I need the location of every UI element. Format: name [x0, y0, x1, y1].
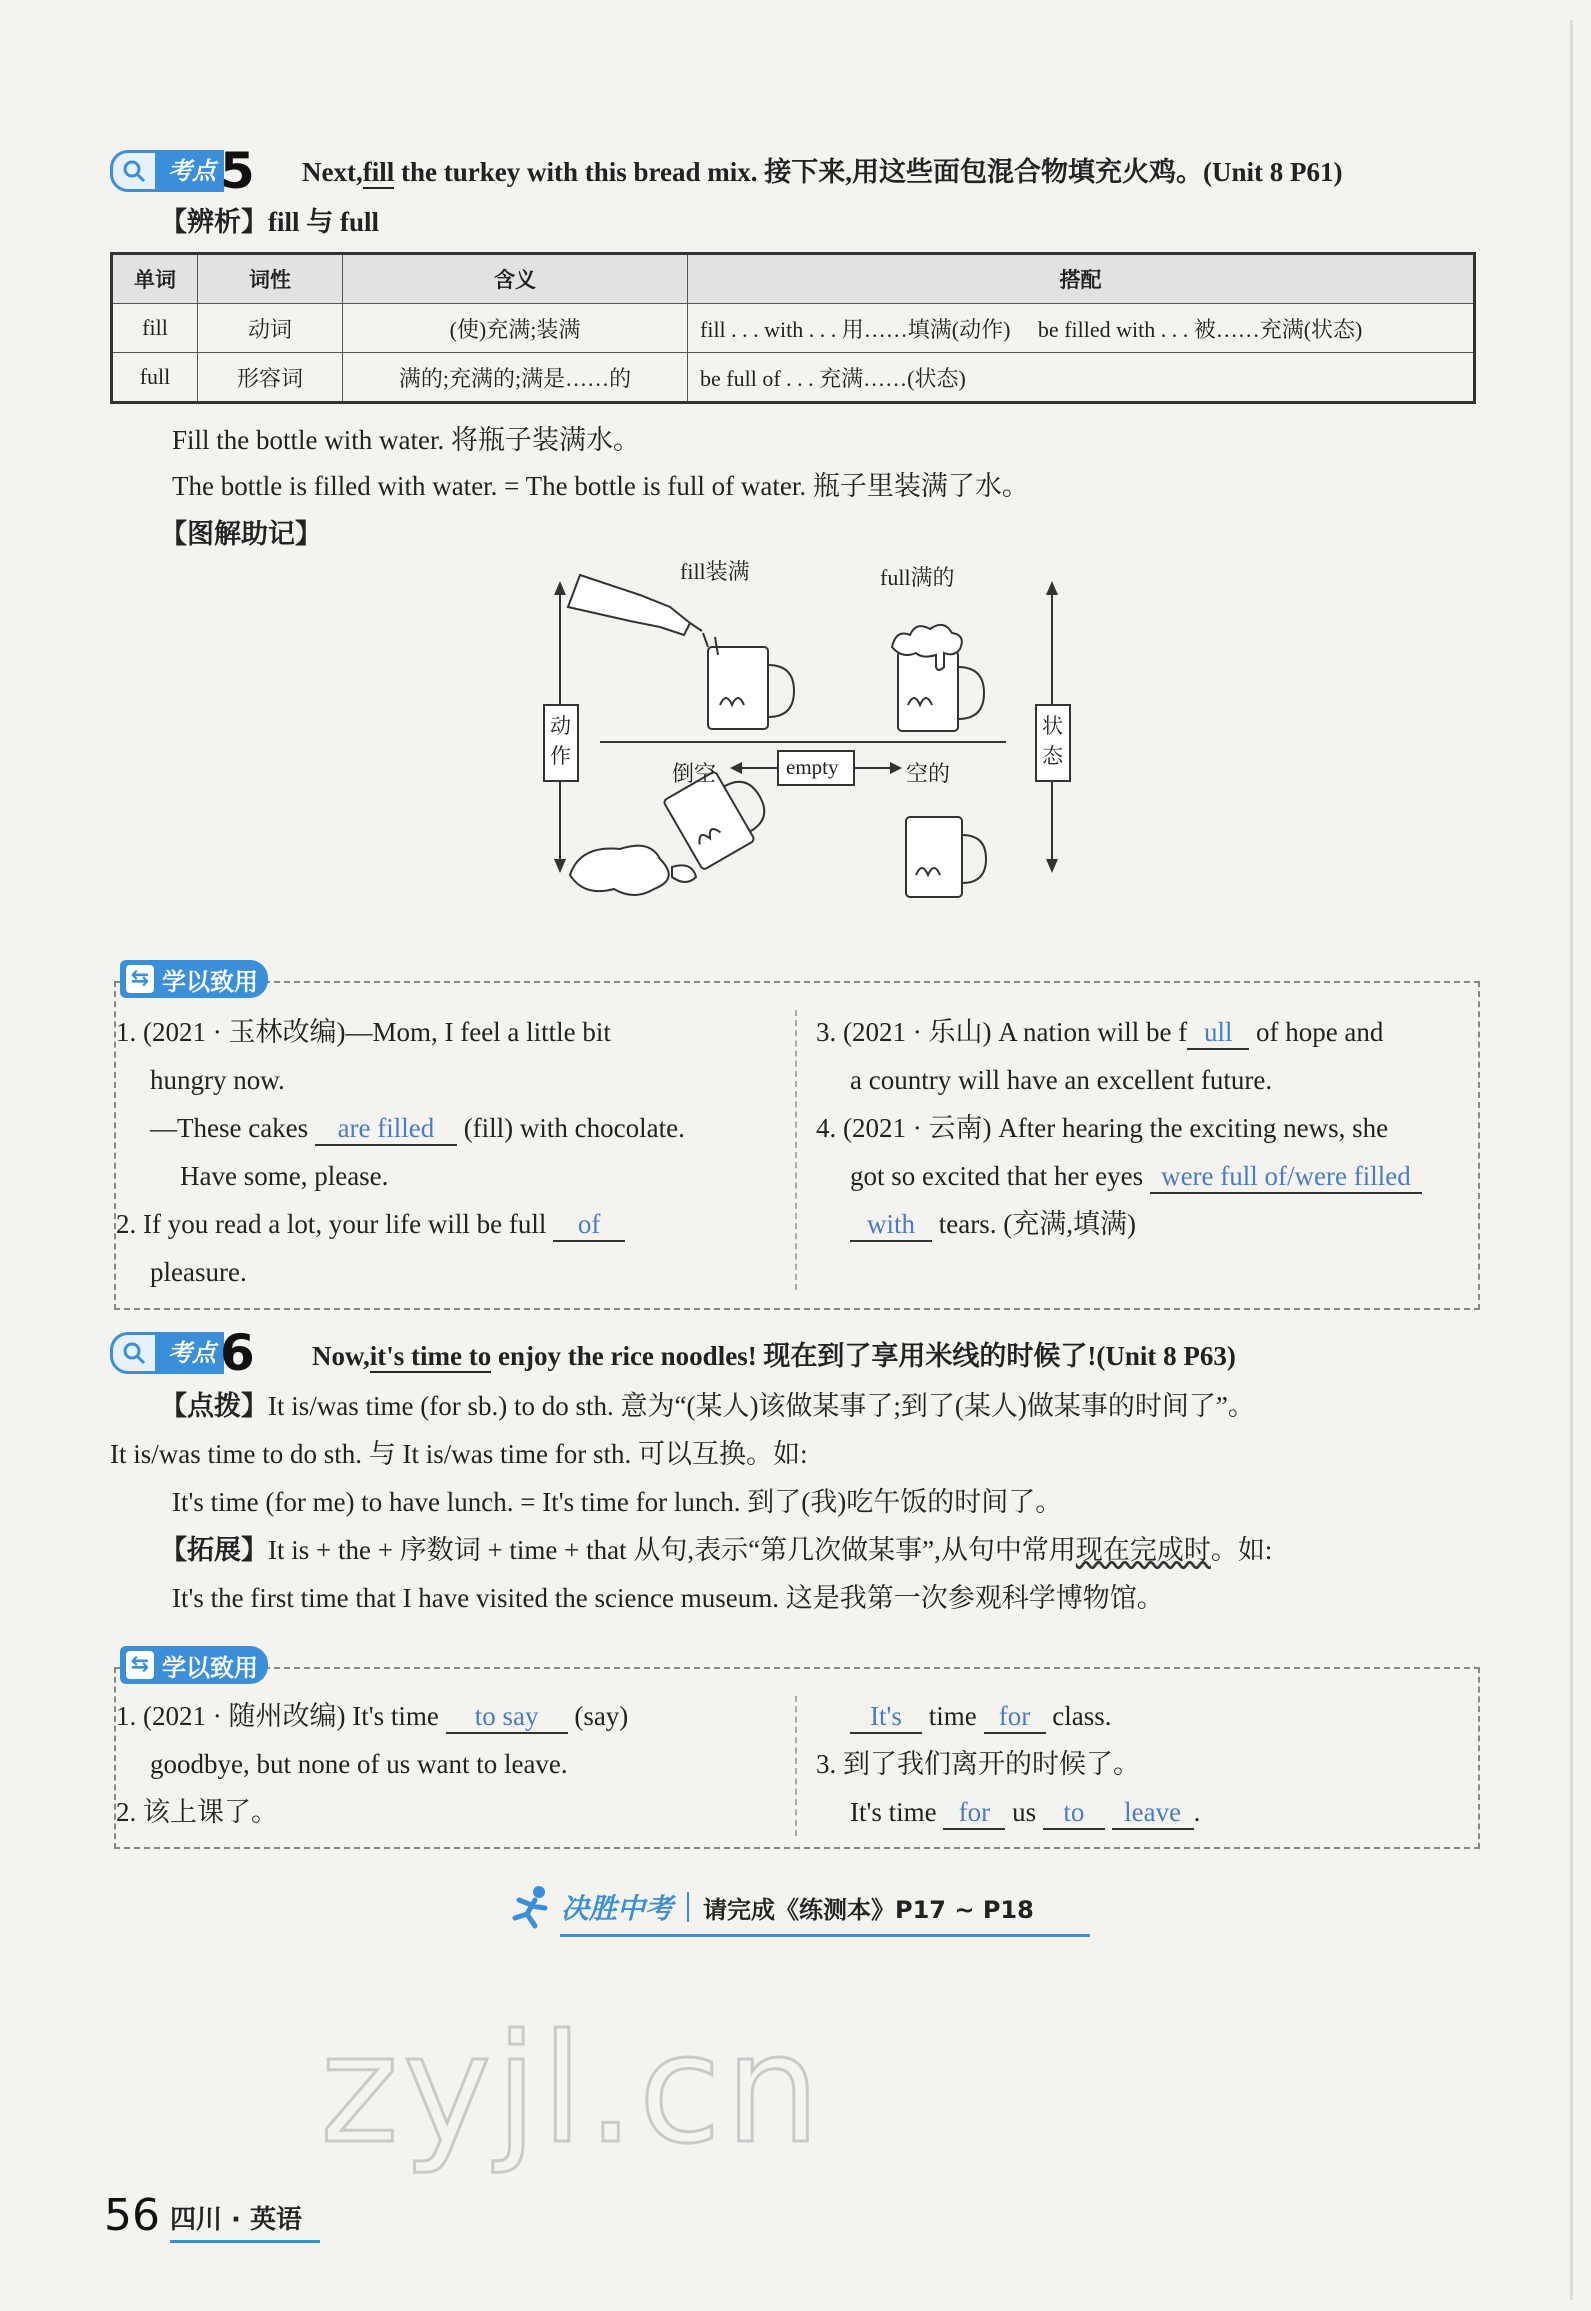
- answer-blank[interactable]: for: [943, 1796, 1005, 1830]
- diagram-pour-empty-label: 倒空: [672, 761, 717, 786]
- answer-blank[interactable]: are filled: [315, 1112, 457, 1146]
- question-4-cont: with tears. (充满,填满): [850, 1204, 1136, 1244]
- diagram-empty-label: empty: [786, 755, 839, 779]
- page-number: 56: [104, 2190, 160, 2241]
- question-1-answer-line: —These cakes are filled (fill) with chocolate.: [150, 1108, 685, 1148]
- question-1-cont: Have some, please.: [180, 1161, 389, 1191]
- kaodian-number: 6: [220, 1324, 255, 1382]
- answer-blank[interactable]: of: [553, 1208, 625, 1242]
- question-1: 1. (2021 · 玉林改编)—Mom, I feel a little bit: [116, 1017, 611, 1047]
- question-2-cont: pleasure.: [150, 1257, 247, 1287]
- fill-full-table: [110, 252, 1476, 404]
- magnifier-icon: [110, 1332, 158, 1374]
- mug-icon: [703, 633, 794, 729]
- question-1: 1. (2021 · 随州改编) It's time to say (say): [116, 1696, 628, 1736]
- page-footer: [104, 2192, 302, 2240]
- practice-badge-2: ⇆ 学以致用: [120, 1646, 268, 1684]
- question-3-cont: a country will have an excellent future.: [850, 1065, 1273, 1095]
- question-4: 4. (2021 · 云南) After hearing the exciting news, she: [816, 1113, 1389, 1143]
- page-region: 四川 · 英语: [170, 2205, 302, 2235]
- kaodian-label: 考点: [158, 150, 224, 192]
- kaodian-number: 5: [220, 142, 255, 200]
- question-3: 3. (2021 · 乐山) A nation will be f ull of hope and: [816, 1012, 1383, 1052]
- tip-example: It's time (for me) to have lunch. = It's time for lunch. 到了(我)吃午饭的时间了。: [172, 1487, 1063, 1517]
- tip-line: It is/was time to do sth. 与 It is/was time for sth. 可以互换。如:: [110, 1439, 808, 1469]
- divider: [687, 1892, 689, 1922]
- footer-instruction: 请完成《练测本》P17 ~ P18: [703, 1895, 1034, 1924]
- extension-example: It's the first time that I have visited the science museum. 这是我第一次参观科学博物馆。: [172, 1583, 1164, 1613]
- kaodian-5-title: Next,fill the turkey with this bread mix. 接下来,用这些面包混合物填充火鸡。(Unit 8 P61): [302, 157, 1343, 187]
- swap-icon: ⇆: [126, 965, 154, 993]
- kaodian-label: 考点: [158, 1332, 224, 1374]
- answer-blank[interactable]: to: [1043, 1796, 1105, 1830]
- answer-blank[interactable]: ull: [1187, 1016, 1249, 1050]
- question-2: 2. If you read a lot, your life will be full of: [116, 1204, 625, 1244]
- answer-blank[interactable]: with: [850, 1208, 932, 1242]
- extension-line: 【拓展】It is + the + 序数词 + time + that 从句,表示“第几次做某事”,从句中常用现在完成时。如:: [160, 1535, 1273, 1565]
- diagram-fill-label: fill装满: [680, 559, 750, 584]
- diagram-full-label: full满的: [880, 565, 955, 590]
- footer-banner: [505, 1884, 1034, 1930]
- question-1-cont: goodbye, but none of us want to leave.: [150, 1749, 568, 1779]
- answer-blank[interactable]: for: [984, 1700, 1046, 1734]
- diagram-svg: [540, 555, 1080, 935]
- question-2: 2. 该上课了。: [116, 1797, 278, 1827]
- example-sentence: The bottle is filled with water. = The bottle is full of water. 瓶子里装满了水。: [172, 471, 1029, 501]
- question-3: 3. 到了我们离开的时候了。: [816, 1749, 1140, 1779]
- diagram-empty-adj-label: 空的: [906, 761, 951, 786]
- column-divider: [795, 1696, 797, 1836]
- analysis-label: 【辨析】fill 与 full: [160, 207, 380, 237]
- fill-full-diagram: [540, 555, 1080, 935]
- diagram-label: 【图解助记】: [160, 519, 322, 549]
- answer-blank[interactable]: were full of/were filled: [1150, 1160, 1422, 1194]
- col-header-pos: 词性: [198, 254, 343, 304]
- question-4-cont: got so excited that her eyes were full of/were filled: [850, 1156, 1422, 1196]
- question-3-answer: It's time for us to leave .: [850, 1792, 1200, 1832]
- empty-mug-icon: [906, 817, 986, 897]
- swap-icon: ⇆: [126, 1651, 154, 1679]
- table-row: fill 动词 (使)充满;装满 fill . . . with . . . 用……填满(动作) be filled with . . . 被……充满(状态): [112, 304, 1475, 353]
- diagram-state-label: 状态: [1042, 714, 1063, 768]
- table-row: full 形容词 满的;充满的;满是……的 be full of . . . 充满……(状态): [112, 353, 1475, 403]
- watermark: zyjl.cn: [320, 2003, 825, 2177]
- full-mug-icon: [892, 625, 984, 731]
- runner-icon: [505, 1884, 557, 1930]
- answer-blank[interactable]: leave: [1112, 1796, 1194, 1830]
- diagram-action-label: 动作: [550, 714, 571, 768]
- tip-line: 【点拨】It is/was time (for sb.) to do sth. 意为“(某人)该做某事了;到了(某人)做某事的时间了”。: [160, 1391, 1255, 1421]
- col-header-word: 单词: [112, 254, 198, 304]
- example-sentence: Fill the bottle with water. 将瓶子装满水。: [172, 425, 640, 455]
- magnifier-icon: [110, 150, 158, 192]
- kaodian-6-badge: [110, 1324, 255, 1382]
- kaodian-5-badge: [110, 142, 255, 200]
- page-edge: [1570, 20, 1573, 2300]
- footer-brand: 决胜中考: [561, 1892, 674, 1925]
- page-footer-underline: [170, 2240, 320, 2243]
- footer-underline: [560, 1934, 1090, 1937]
- kaodian-6-title: Now,it's time to enjoy the rice noodles! 现在到了享用米线的时候了!(Unit 8 P63): [312, 1341, 1236, 1371]
- practice-badge-1: ⇆ 学以致用: [120, 960, 268, 998]
- col-header-collocation: 搭配: [688, 254, 1475, 304]
- answer-blank[interactable]: It's: [850, 1700, 922, 1734]
- question-2-answer: It's time for class.: [850, 1696, 1111, 1736]
- column-divider: [795, 1010, 797, 1290]
- col-header-meaning: 含义: [343, 254, 688, 304]
- answer-blank[interactable]: to say: [446, 1700, 568, 1734]
- question-1-cont: hungry now.: [150, 1065, 285, 1095]
